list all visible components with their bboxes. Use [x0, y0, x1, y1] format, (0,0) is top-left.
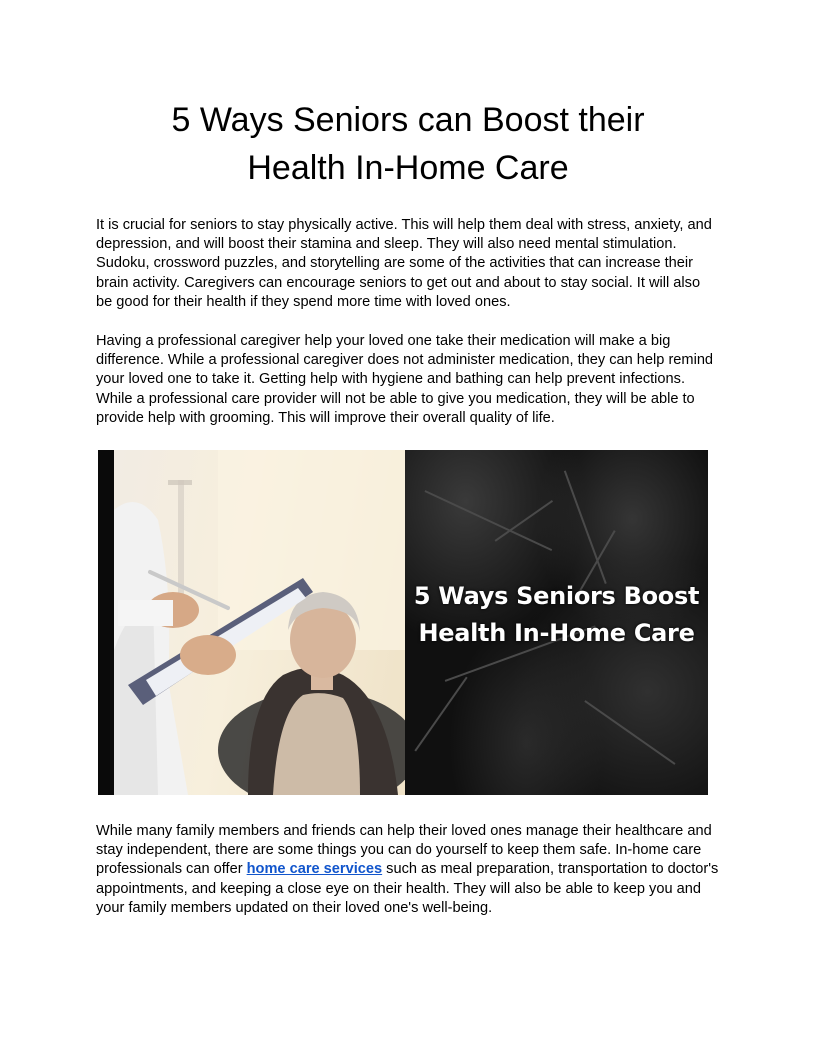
caregiver-photo	[98, 450, 405, 795]
dark-texture-panel	[405, 450, 708, 795]
paragraph-medication: Having a professional caregiver help your loved one take their medication will make a big difference. While a professional caregiver does not administer medication, they can help remind your loved one to take it. Getting help with hygiene and bathing can help prevent infections. While a professional care provider will not be able to give you medication, they will be able to provide help with grooming. This will improve their overall quality of life.	[96, 333, 714, 426]
overlay-line-1: 5 Ways Seniors Boost	[413, 582, 700, 610]
image-overlay-title	[405, 578, 708, 652]
page-title	[96, 96, 720, 192]
paragraph-activity: It is crucial for seniors to stay physically active. This will help them deal with stress, anxiety, and depression, and will boost their stamina and sleep. They will also need mental stimulation. Sudoku, crossword puzzles, and storytelling are some of the activities that can increase their brain activity. Caregivers can encourage seniors to get out and about to stay social. It will also be good for their health if they spend more time with loved ones.	[96, 217, 712, 310]
article-image	[98, 450, 708, 795]
paragraph-home-care-end: such as meal preparation, transportation to doctor's appointments, and keeping a close eye on their health. They will also be able to keep you and your family members updated on their loved one's well-being.	[96, 861, 719, 916]
paragraph-home-care	[96, 822, 720, 918]
title-line-1: 5 Ways Seniors can Boost their	[171, 101, 645, 139]
home-care-services-link[interactable]: home care services	[246, 861, 383, 878]
paragraph-home-care-start: While many family members and friends can help their loved ones manage their healthcare and stay independent, there are some things you can do yourself to keep them safe. In-home care professionals can offer	[96, 823, 712, 878]
title-line-2: Health In-Home Care	[247, 149, 569, 187]
overlay-line-2: Health In-Home Care	[418, 619, 695, 647]
caregiver-with-senior-illustration	[98, 450, 405, 795]
